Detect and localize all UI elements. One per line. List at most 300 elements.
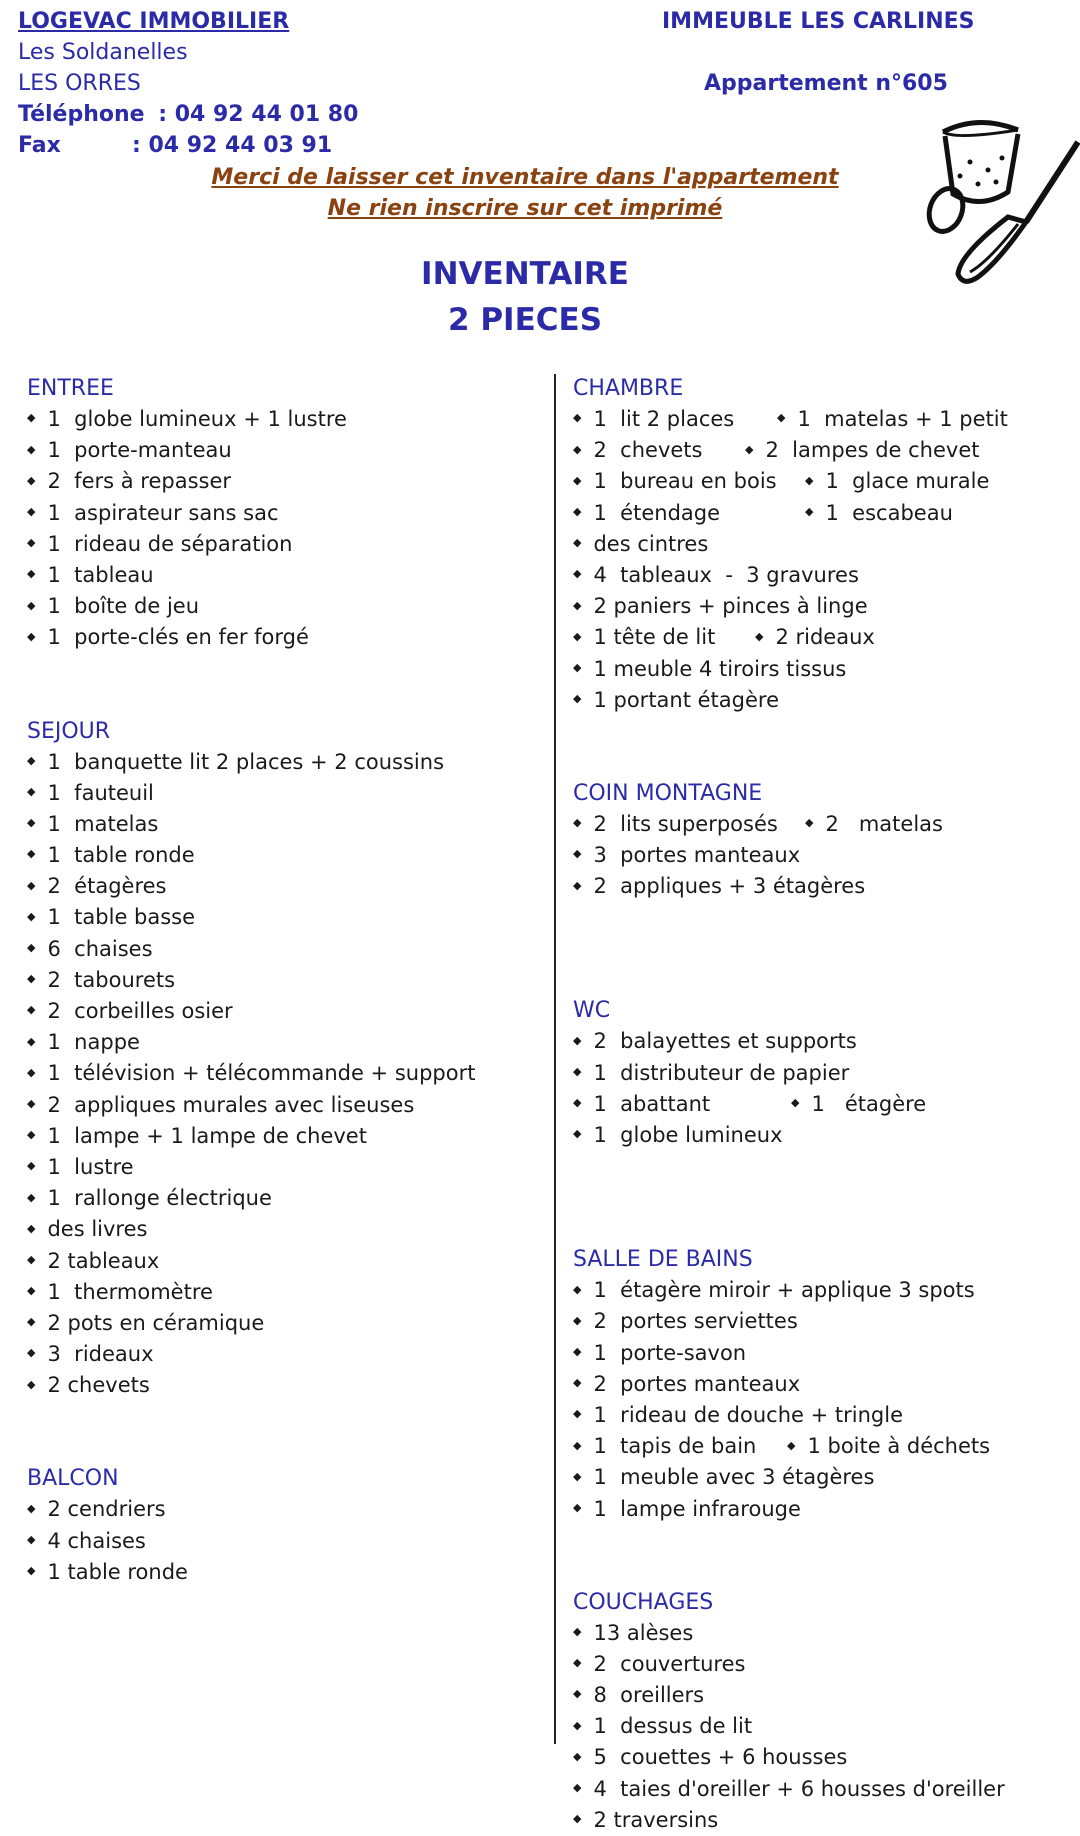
bullet-icon: ◆ [27, 972, 36, 986]
section-spacer [573, 1525, 1073, 1587]
inventory-row [573, 1649, 1073, 1680]
inventory-item [573, 1275, 975, 1307]
item-text: 1 boîte de jeu [47, 594, 200, 619]
inventory-row [573, 871, 1073, 902]
item-text: 1 lit 2 places [593, 407, 735, 431]
inventory-item [27, 1526, 146, 1558]
inventory-item [27, 466, 231, 498]
inventory-item [27, 902, 195, 934]
fax-line [18, 130, 332, 161]
inventory-item [573, 1805, 718, 1836]
notice-keep-inventory: Merci de laisser cet inventaire dans l'appartement [211, 165, 839, 190]
agency-name: LOGEVAC IMMOBILIER [18, 9, 290, 34]
bullet-icon: ◆ [27, 753, 36, 767]
bullet-icon: ◆ [27, 816, 36, 830]
bullet-icon: ◆ [27, 1034, 36, 1048]
inventory-item [27, 1152, 134, 1184]
inventory-row [27, 1058, 547, 1089]
inventory-item [791, 1089, 926, 1121]
inventory-row [27, 778, 547, 809]
inventory-item [27, 591, 199, 623]
bullet-icon: ◆ [27, 536, 36, 550]
inventory-row [27, 747, 547, 778]
item-text: 2 tabourets [47, 967, 176, 992]
bullet-icon: ◆ [27, 1221, 36, 1235]
bullet-icon: ◆ [573, 1096, 582, 1110]
inventory-item [27, 871, 167, 903]
item-text: 2 tableaux [47, 1248, 160, 1273]
item-text: 2 cendriers [47, 1497, 166, 1522]
bullet-icon: ◆ [755, 629, 764, 643]
fax-label: Fax [18, 133, 61, 158]
item-text: 1 banquette lit 2 places + 2 coussins [47, 749, 445, 774]
inventory-item [27, 1277, 213, 1309]
bullet-icon: ◆ [805, 473, 814, 487]
bullet-icon: ◆ [27, 411, 36, 425]
bullet-icon: ◆ [573, 629, 582, 643]
inventory-row [573, 1089, 1073, 1120]
inventory-item [27, 840, 195, 872]
inventory-row [573, 1618, 1073, 1649]
inventory-row [573, 529, 1073, 560]
item-text: 1 dessus de lit [593, 1714, 753, 1739]
inventory-item [27, 1370, 150, 1402]
bullet-icon: ◆ [27, 785, 36, 799]
inventory-row [573, 654, 1073, 685]
bullet-icon: ◆ [573, 1438, 582, 1452]
item-text: 1 table ronde [47, 1559, 188, 1584]
inventory-item [777, 404, 1008, 436]
inventory-item [573, 809, 778, 841]
inventory-row [573, 1400, 1073, 1431]
item-text: 1 tableau [47, 562, 154, 587]
inventory-row [27, 1214, 547, 1245]
item-text: 1 meuble avec 3 étagères [593, 1465, 875, 1490]
bullet-icon: ◆ [27, 1190, 36, 1204]
apartment-number: Appartement n°605 [704, 71, 948, 96]
bullet-icon: ◆ [27, 1128, 36, 1142]
inventory-item [573, 1089, 710, 1121]
fax-number: : 04 92 44 03 91 [132, 133, 333, 158]
bullet-icon: ◆ [573, 442, 582, 456]
inventory-row [573, 435, 1073, 466]
inventory-row [573, 1275, 1073, 1306]
section-title: ENTREE [27, 376, 114, 401]
inventory-row [27, 902, 547, 933]
inventory-item [27, 996, 233, 1028]
section-title: SALLE DE BAINS [573, 1247, 753, 1273]
item-text: 1 matelas + 1 petit [797, 407, 1008, 431]
agency-address-1: Les Soldanelles [18, 40, 188, 65]
item-text: 2 chevets [593, 438, 703, 463]
inventory-row [27, 1246, 547, 1277]
phone-label: Téléphone [18, 102, 145, 127]
inventory-row [27, 965, 547, 996]
bullet-icon: ◆ [573, 1127, 582, 1141]
bullet-icon: ◆ [573, 1812, 582, 1826]
bullet-icon: ◆ [27, 1252, 36, 1266]
bullet-icon: ◆ [791, 1096, 800, 1110]
column-divider [554, 374, 556, 1744]
item-text: 1 matelas [47, 811, 159, 836]
item-text: 2 balayettes et supports [593, 1029, 857, 1054]
bullet-icon: ◆ [573, 1718, 582, 1732]
bullet-icon: ◆ [27, 1533, 36, 1547]
item-text: 3 rideaux [47, 1342, 154, 1367]
inventory-row [27, 498, 547, 529]
bullet-icon: ◆ [573, 1376, 582, 1390]
bullet-icon: ◆ [573, 878, 582, 892]
inventory-item [27, 1494, 166, 1526]
inventory-row [27, 934, 547, 965]
inventory-item [787, 1431, 990, 1463]
inventory-row [27, 529, 547, 560]
item-text: 1 rallonge électrique [47, 1186, 272, 1211]
inventory-item [573, 591, 868, 623]
item-text: 2 portes serviettes [593, 1309, 798, 1334]
inventory-row [27, 560, 547, 591]
inventory-row [27, 1152, 547, 1183]
inventory-item [573, 1742, 847, 1774]
item-text: 6 chaises [47, 936, 153, 961]
bullet-icon: ◆ [27, 909, 36, 923]
item-text: 5 couettes + 6 housses [593, 1745, 848, 1770]
item-text: 2 lits superposés [593, 811, 778, 836]
item-text: 1 table basse [47, 905, 196, 930]
inventory-row [27, 1494, 547, 1525]
inventory-item [573, 1431, 756, 1463]
item-text: 1 distributeur de papier [593, 1060, 850, 1085]
bullet-icon: ◆ [27, 567, 36, 581]
inventory-item [27, 1058, 475, 1090]
inventory-row [573, 1774, 1073, 1805]
bullet-icon: ◆ [777, 411, 786, 425]
inventory-row [573, 1431, 1073, 1462]
item-text: des cintres [593, 531, 709, 556]
section-entree [27, 373, 547, 654]
section-sejour [27, 716, 547, 1402]
item-text: 1 table ronde [47, 843, 195, 868]
inventory-row [27, 840, 547, 871]
inventory-item [573, 685, 779, 717]
section-title: CHAMBRE [573, 376, 684, 401]
inventory-item [573, 871, 865, 903]
bullet-icon: ◆ [573, 411, 582, 425]
item-text: 1 nappe [47, 1030, 140, 1055]
bullet-icon: ◆ [573, 1781, 582, 1795]
inventory-row [27, 809, 547, 840]
bullet-icon: ◆ [573, 536, 582, 550]
item-text: 4 chaises [47, 1528, 146, 1553]
section-spacer [573, 716, 1073, 778]
bullet-icon: ◆ [27, 598, 36, 612]
inventory-row [27, 871, 547, 902]
inventory-item [755, 622, 875, 654]
inventory-item [27, 498, 279, 530]
item-text: 1 boite à déchets [807, 1434, 991, 1459]
phone-line [18, 99, 358, 130]
bullet-icon: ◆ [573, 1065, 582, 1079]
inventory-item [27, 1557, 188, 1589]
section-title: COIN MONTAGNE [573, 780, 763, 806]
inventory-row [573, 1306, 1073, 1337]
section-spacer [573, 1151, 1073, 1244]
bullet-icon: ◆ [573, 692, 582, 706]
inventory-row [573, 1120, 1073, 1151]
item-text: 1 glace murale [825, 469, 990, 494]
bullet-icon: ◆ [27, 1096, 36, 1110]
bullet-icon: ◆ [573, 473, 582, 487]
inventory-item [27, 778, 154, 810]
inventory-item [573, 622, 715, 654]
inventory-row [27, 1526, 547, 1557]
inventory-row [27, 1121, 547, 1152]
section-spacer [27, 654, 547, 716]
inventory-row [573, 840, 1073, 871]
bullet-icon: ◆ [27, 1065, 36, 1079]
inventory-item [573, 435, 702, 467]
inventory-item [27, 1027, 140, 1059]
item-text: 1 porte-clés en fer forgé [47, 625, 309, 650]
inventory-item [27, 934, 153, 966]
inventory-row [573, 498, 1073, 529]
inventory-item [573, 1462, 874, 1494]
item-text: 2 appliques + 3 étagères [593, 874, 866, 899]
inventory-item [27, 747, 444, 779]
bullet-icon: ◆ [573, 567, 582, 581]
inventory-item [573, 840, 800, 872]
item-text: 1 fauteuil [47, 780, 154, 805]
inventory-item [573, 1494, 801, 1526]
right-column [573, 373, 1073, 1836]
inventory-row [27, 591, 547, 622]
inventory-item [573, 498, 720, 530]
inventory-item [573, 654, 846, 686]
inventory-row [573, 685, 1073, 716]
inventory-row [573, 404, 1073, 435]
notice-do-not-write: Ne rien inscrire sur cet imprimé [327, 196, 723, 221]
inventory-item [573, 560, 859, 592]
inventory-item [27, 1121, 367, 1153]
section-chambre [573, 373, 1073, 716]
inventory-row [573, 1058, 1073, 1089]
inventory-subtitle: 2 PIECES [447, 302, 603, 338]
inventory-row [573, 622, 1073, 653]
item-text: 8 oreillers [593, 1683, 705, 1708]
item-text: 1 lustre [47, 1154, 134, 1179]
inventory-row [27, 466, 547, 497]
item-text: 1 tapis de bain [593, 1434, 757, 1459]
bullet-icon: ◆ [27, 1159, 36, 1173]
item-text: 2 rideaux [775, 625, 875, 650]
bullet-icon: ◆ [27, 1564, 36, 1578]
bullet-icon: ◆ [573, 660, 582, 674]
inventory-item [27, 1214, 147, 1246]
item-text: 1 globe lumineux + 1 lustre [47, 407, 347, 431]
item-text: 2 chevets [47, 1373, 150, 1398]
bullet-icon: ◆ [573, 1033, 582, 1047]
item-text: 1 meuble 4 tiroirs tissus [593, 656, 847, 681]
item-text: 1 bureau en bois [593, 469, 777, 494]
inventory-item [573, 404, 734, 436]
bullet-icon: ◆ [27, 1315, 36, 1329]
bullet-icon: ◆ [27, 1501, 36, 1515]
item-text: 4 taies d'oreiller + 6 housses d'oreiller [593, 1776, 1005, 1801]
inventory-item [805, 466, 989, 498]
inventory-row [573, 1462, 1073, 1493]
inventory-row [573, 1494, 1073, 1525]
bullet-icon: ◆ [573, 1625, 582, 1639]
building-name: IMMEUBLE LES CARLINES [662, 9, 975, 34]
bullet-icon: ◆ [573, 816, 582, 830]
inventory-item [27, 1183, 272, 1215]
item-text: 1 escabeau [825, 500, 953, 525]
item-text: 3 portes manteaux [593, 843, 801, 868]
left-column [27, 373, 547, 1588]
bullet-icon: ◆ [573, 1687, 582, 1701]
item-text: 2 portes manteaux [593, 1371, 801, 1396]
bullet-icon: ◆ [573, 1407, 582, 1421]
item-text: 1 lampe + 1 lampe de chevet [47, 1123, 367, 1148]
bullet-icon: ◆ [27, 1346, 36, 1360]
bullet-icon: ◆ [805, 816, 814, 830]
section-title: SEJOUR [27, 718, 111, 744]
inventory-row [573, 466, 1073, 497]
inventory-item [573, 1649, 745, 1681]
section-title: COUCHAGES [573, 1589, 714, 1615]
item-text: 1 thermomètre [47, 1279, 213, 1304]
inventory-item [573, 1306, 798, 1338]
bullet-icon: ◆ [27, 629, 36, 643]
inventory-item [27, 560, 154, 592]
bullet-icon: ◆ [27, 442, 36, 456]
inventory-item [573, 1026, 857, 1058]
inventory-item [27, 965, 175, 997]
bullet-icon: ◆ [27, 1003, 36, 1017]
item-text: 1 rideau de douche + tringle [593, 1402, 903, 1427]
item-text: 2 corbeilles osier [47, 999, 233, 1023]
bullet-icon: ◆ [27, 504, 36, 518]
inventory-item [27, 1339, 154, 1371]
item-text: 2 matelas [825, 811, 943, 836]
bullet-icon: ◆ [27, 473, 36, 487]
inventory-row [573, 809, 1073, 840]
inventory-item [805, 809, 943, 841]
section-salle-de-bains [573, 1244, 1073, 1525]
item-text: des livres [47, 1217, 148, 1242]
item-text: 2 lampes de chevet [765, 438, 980, 463]
inventory-item [27, 404, 347, 436]
bullet-icon: ◆ [27, 941, 36, 955]
bullet-icon: ◆ [573, 847, 582, 861]
inventory-row [27, 1557, 547, 1588]
item-text: 13 alèses [593, 1620, 694, 1645]
bullet-icon: ◆ [573, 504, 582, 518]
bullet-icon: ◆ [573, 1344, 582, 1358]
inventory-item [573, 1058, 849, 1090]
inventory-item [27, 435, 232, 467]
bullet-icon: ◆ [573, 1656, 582, 1670]
bullet-icon: ◆ [573, 1749, 582, 1763]
bullet-icon: ◆ [573, 1469, 582, 1483]
item-text: 1 étendage [593, 500, 721, 525]
section-coin-montagne [573, 778, 1073, 903]
section-spacer [573, 902, 1073, 995]
section-balcon [27, 1463, 547, 1588]
item-text: 1 portant étagère [593, 687, 780, 712]
inventory-title: INVENTAIRE [421, 256, 629, 292]
inventory-item [573, 1120, 783, 1152]
section-title: BALCON [27, 1466, 119, 1492]
section-couchages [573, 1587, 1073, 1836]
inventory-item [573, 529, 708, 561]
inventory-item [573, 1338, 746, 1370]
inventory-row [27, 996, 547, 1027]
inventory-row [27, 1370, 547, 1401]
item-text: 1 aspirateur sans sac [47, 500, 279, 525]
inventory-row [27, 1308, 547, 1339]
item-text: 2 paniers + pinces à linge [593, 594, 868, 619]
bullet-icon: ◆ [573, 598, 582, 612]
inventory-row [27, 435, 547, 466]
bullet-icon: ◆ [573, 1500, 582, 1514]
item-text: 2 étagères [47, 874, 167, 899]
inventory-row [27, 404, 547, 435]
inventory-row [573, 1338, 1073, 1369]
inventory-item [27, 622, 309, 654]
item-text: 1 étagère miroir + applique 3 spots [593, 1278, 975, 1303]
item-text: 1 porte-savon [593, 1340, 747, 1365]
bullet-icon: ◆ [27, 1284, 36, 1298]
bullet-icon: ◆ [27, 1377, 36, 1391]
inventory-item [573, 1400, 903, 1432]
inventory-row [27, 622, 547, 653]
item-text: 1 abattant [593, 1091, 711, 1116]
inventory-item [27, 1090, 414, 1122]
section-wc [573, 995, 1073, 1151]
item-text: 2 traversins [593, 1807, 719, 1832]
inventory-row [27, 1183, 547, 1214]
item-text: 1 lampe infrarouge [593, 1496, 801, 1521]
inventory-item [745, 435, 980, 467]
item-text: 2 couvertures [593, 1651, 746, 1676]
inventory-row [573, 591, 1073, 622]
bullet-icon: ◆ [573, 1313, 582, 1327]
item-text: 2 appliques murales avec liseuses [47, 1092, 415, 1117]
item-text: 1 télévision + télécommande + support [47, 1061, 476, 1086]
inventory-row [573, 1711, 1073, 1742]
inventory-row [27, 1027, 547, 1058]
item-text: 1 tête de lit [593, 625, 716, 650]
item-text: 2 pots en céramique [47, 1310, 265, 1335]
inventory-item [573, 1369, 800, 1401]
section-title: WC [573, 998, 611, 1024]
item-text: 1 rideau de séparation [47, 531, 293, 556]
item-text: 4 tableaux - 3 gravures [593, 562, 859, 587]
inventory-item [573, 1618, 693, 1650]
inventory-item [573, 1680, 704, 1712]
bullet-icon: ◆ [745, 442, 754, 456]
inventory-row [573, 1369, 1073, 1400]
section-spacer [27, 1401, 547, 1463]
item-text: 2 fers à repasser [47, 469, 232, 494]
bullet-icon: ◆ [805, 504, 814, 518]
bullet-icon: ◆ [27, 878, 36, 892]
inventory-item [573, 1711, 752, 1743]
inventory-row [573, 1805, 1073, 1836]
bullet-icon: ◆ [787, 1438, 796, 1452]
inventory-item [27, 809, 158, 841]
